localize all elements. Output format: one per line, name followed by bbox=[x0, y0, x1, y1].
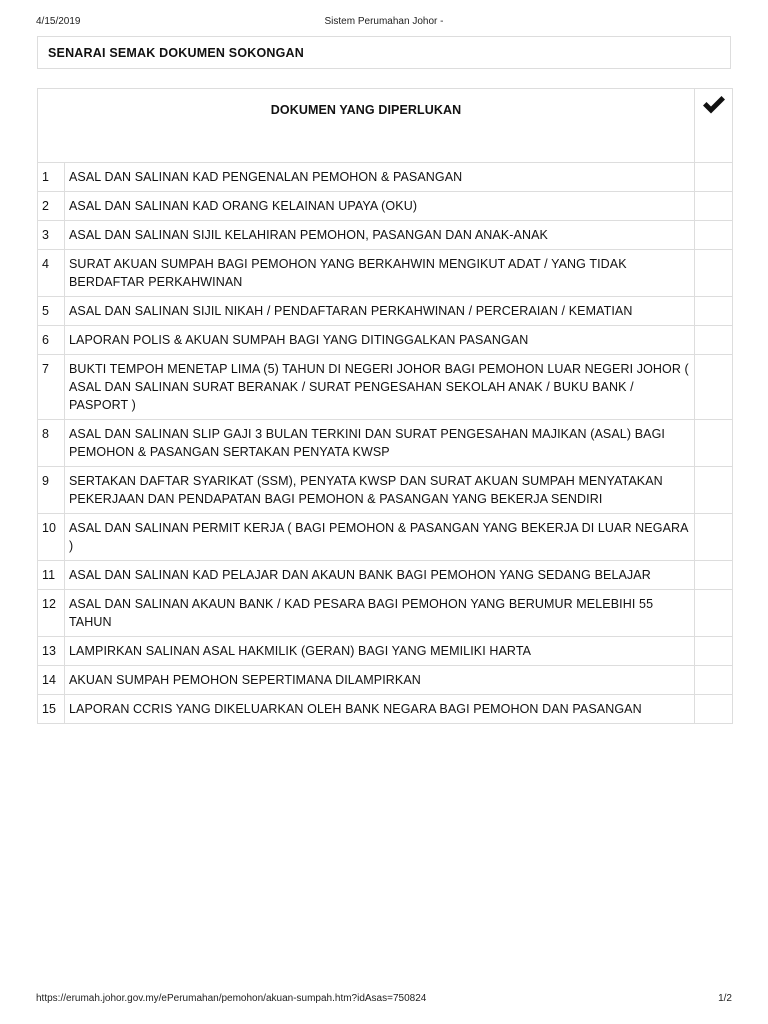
table-row bbox=[38, 355, 733, 420]
document-name: LAMPIRKAN SALINAN ASAL HAKMILIK (GERAN) BAGI YANG MEMILIKI HARTA bbox=[65, 637, 695, 666]
table-header-row bbox=[38, 89, 733, 163]
document-name: ASAL DAN SALINAN SIJIL NIKAH / PENDAFTARAN PERKAHWINAN / PERCERAIAN / KEMATIAN bbox=[65, 297, 695, 326]
document-name: LAPORAN CCRIS YANG DIKELUARKAN OLEH BANK NEGARA BAGI PEMOHON DAN PASANGAN bbox=[65, 695, 695, 724]
check-cell[interactable] bbox=[695, 637, 733, 666]
table-row bbox=[38, 250, 733, 297]
check-cell[interactable] bbox=[695, 467, 733, 514]
document-name: ASAL DAN SALINAN KAD PELAJAR DAN AKAUN BANK BAGI PEMOHON YANG SEDANG BELAJAR bbox=[65, 561, 695, 590]
document-name: ASAL DAN SALINAN AKAUN BANK / KAD PESARA BAGI PEMOHON YANG BERUMUR MELEBIHI 55 TAHUN bbox=[65, 590, 695, 637]
check-cell[interactable] bbox=[695, 420, 733, 467]
document-name: SURAT AKUAN SUMPAH BAGI PEMOHON YANG BERKAHWIN MENGIKUT ADAT / YANG TIDAK BERDAFTAR PERKAHWINAN bbox=[65, 250, 695, 297]
table-row bbox=[38, 561, 733, 590]
check-cell[interactable] bbox=[695, 163, 733, 192]
check-cell[interactable] bbox=[695, 561, 733, 590]
table-row bbox=[38, 221, 733, 250]
document-name: ASAL DAN SALINAN SIJIL KELAHIRAN PEMOHON, PASANGAN DAN ANAK-ANAK bbox=[65, 221, 695, 250]
row-number: 4 bbox=[38, 250, 65, 297]
table-row bbox=[38, 695, 733, 724]
row-number: 12 bbox=[38, 590, 65, 637]
print-footer bbox=[36, 993, 732, 1007]
check-cell[interactable] bbox=[695, 514, 733, 561]
row-number: 14 bbox=[38, 666, 65, 695]
table-header-check bbox=[695, 89, 733, 163]
table-row bbox=[38, 163, 733, 192]
row-number: 13 bbox=[38, 637, 65, 666]
row-number: 1 bbox=[38, 163, 65, 192]
row-number: 10 bbox=[38, 514, 65, 561]
document-name: ASAL DAN SALINAN KAD PENGENALAN PEMOHON & PASANGAN bbox=[65, 163, 695, 192]
row-number: 7 bbox=[38, 355, 65, 420]
section-header bbox=[37, 36, 731, 69]
document-name: ASAL DAN SALINAN KAD ORANG KELAINAN UPAYA (OKU) bbox=[65, 192, 695, 221]
table-row bbox=[38, 514, 733, 561]
table-header-label: DOKUMEN YANG DIPERLUKAN bbox=[38, 89, 695, 163]
document-name: ASAL DAN SALINAN PERMIT KERJA ( BAGI PEMOHON & PASANGAN YANG BEKERJA DI LUAR NEGARA ) bbox=[65, 514, 695, 561]
check-cell[interactable] bbox=[695, 221, 733, 250]
print-url: https://erumah.johor.gov.my/ePerumahan/pemohon/akuan-sumpah.htm?idAsas=750824 bbox=[36, 993, 427, 1004]
check-cell[interactable] bbox=[695, 590, 733, 637]
check-cell[interactable] bbox=[695, 666, 733, 695]
document-checklist-table bbox=[37, 88, 733, 724]
table-row bbox=[38, 192, 733, 221]
check-cell[interactable] bbox=[695, 355, 733, 420]
row-number: 6 bbox=[38, 326, 65, 355]
print-page-title: Sistem Perumahan Johor - bbox=[324, 16, 444, 27]
table-row bbox=[38, 666, 733, 695]
document-name: ASAL DAN SALINAN SLIP GAJI 3 BULAN TERKINI DAN SURAT PENGESAHAN MAJIKAN (ASAL) BAGI PEMOHON & PASANGAN SERTAKAN PENYATA KWSP bbox=[65, 420, 695, 467]
section-title: SENARAI SEMAK DOKUMEN SOKONGAN bbox=[48, 46, 305, 60]
check-cell[interactable] bbox=[695, 192, 733, 221]
row-number: 15 bbox=[38, 695, 65, 724]
row-number: 9 bbox=[38, 467, 65, 514]
table-body bbox=[38, 163, 733, 724]
document-name: BUKTI TEMPOH MENETAP LIMA (5) TAHUN DI NEGERI JOHOR BAGI PEMOHON LUAR NEGERI JOHOR ( ASAL DAN SALINAN SURAT BERANAK / SURAT PENGESAHAN SEKOLAH ANAK / BUKU BANK / PASPORT ) bbox=[65, 355, 695, 420]
document-name: SERTAKAN DAFTAR SYARIKAT (SSM), PENYATA KWSP DAN SURAT AKUAN SUMPAH MENYATAKAN PEKERJAAN DAN PENDAPATAN BAGI PEMOHON & PASANGAN YANG BEKERJA SENDIRI bbox=[65, 467, 695, 514]
document-name: AKUAN SUMPAH PEMOHON SEPERTIMANA DILAMPIRKAN bbox=[65, 666, 695, 695]
row-number: 2 bbox=[38, 192, 65, 221]
check-cell[interactable] bbox=[695, 297, 733, 326]
check-cell[interactable] bbox=[695, 695, 733, 724]
check-cell[interactable] bbox=[695, 326, 733, 355]
print-date: 4/15/2019 bbox=[36, 16, 81, 27]
table-row bbox=[38, 420, 733, 467]
table-row bbox=[38, 590, 733, 637]
table-row bbox=[38, 297, 733, 326]
checkmark-icon bbox=[695, 95, 732, 115]
table-row bbox=[38, 637, 733, 666]
table-row bbox=[38, 467, 733, 514]
row-number: 11 bbox=[38, 561, 65, 590]
print-page-number: 1/2 bbox=[718, 993, 732, 1004]
row-number: 3 bbox=[38, 221, 65, 250]
document-name: LAPORAN POLIS & AKUAN SUMPAH BAGI YANG DITINGGALKAN PASANGAN bbox=[65, 326, 695, 355]
table-row bbox=[38, 326, 733, 355]
check-cell[interactable] bbox=[695, 250, 733, 297]
print-header bbox=[36, 16, 732, 30]
row-number: 8 bbox=[38, 420, 65, 467]
row-number: 5 bbox=[38, 297, 65, 326]
